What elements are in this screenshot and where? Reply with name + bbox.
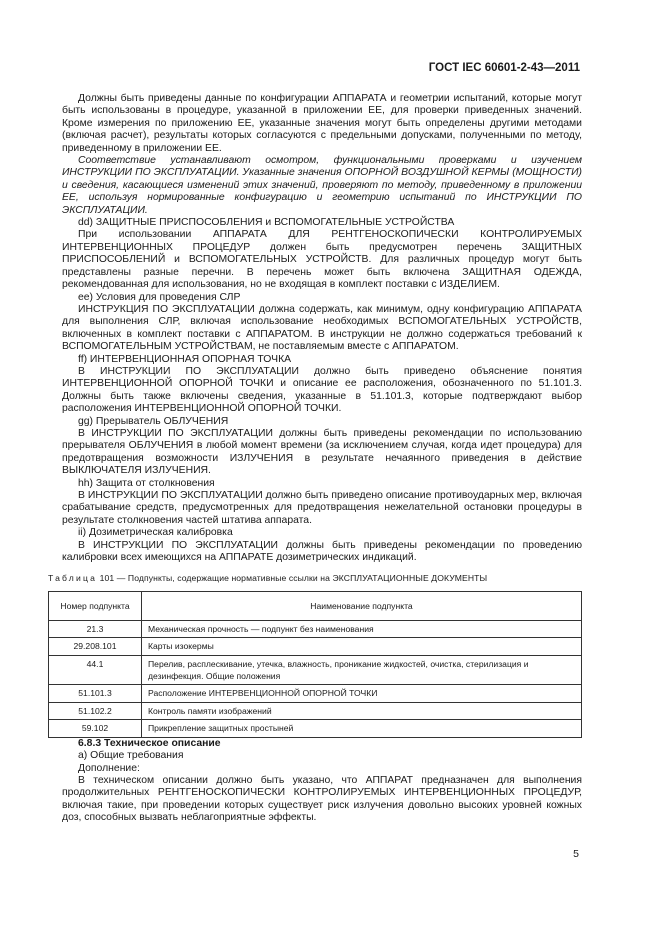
- cell-name: Прикрепление защитных простыней: [142, 720, 582, 737]
- item-text-hh: В ИНСТРУКЦИИ ПО ЭКСПЛУАТАЦИИ должно быть приведено описание противоударных мер, включая срабатывание средств, предусмотренных для предотвращения нежелательной остановки процедуры в результате столкновения частей штатива аппарата.: [62, 490, 582, 526]
- table-header-row: [49, 591, 582, 620]
- table-row: [49, 655, 582, 685]
- paragraph: Должны быть приведены данные по конфигурации АППАРАТА и геометрии испытаний, которые могут быть использованы в процедуре, указанной в приложении ЕЕ, для проверки приведенных значений. Кроме измерения по приложению ЕЕ, указанные значения могут быть определены другими методами (включая расчет), результаты которых согласуются с предельными допусками, полученными по методу, приведенному в приложении ЕЕ.: [62, 93, 582, 154]
- table-row: [49, 685, 582, 702]
- item-text-gg: В ИНСТРУКЦИИ ПО ЭКСПЛУАТАЦИИ должны быть приведены рекомендации по использованию прерывателя ОБЛУЧЕНИЯ в любой момент времени (за исключением случая, когда идет процедура) для предотвращения возможности ИЗЛУЧЕНИЯ в результате нечаянного приведения в действие ВЫКЛЮЧАТЕЛЯ ИЗЛУЧЕНИЯ.: [62, 427, 582, 477]
- item-text-dd: При использовании АППАРАТА ДЛЯ РЕНТГЕНОСКОПИЧЕСКИ КОНТРОЛИРУЕМЫХ ИНТЕРВЕНЦИОННЫХ ПРОЦЕДУР должен быть предусмотрен перечень ЗАЩИТНЫХ ПРИСПОСОБЛЕНИЙ и ВСПОМОГАТЕЛЬНЫХ УСТРОЙСТВ. Для различных процедур могут быть представлены разные перечни. В перечень может быть включена ЗАЩИТНАЯ ОДЕЖДА, рекомендованная для использования, но не входящая в комплект поставки с ИЗДЕЛИЕМ.: [62, 229, 582, 291]
- table-row: [49, 620, 582, 637]
- table-row: [49, 638, 582, 655]
- references-table: [48, 591, 582, 738]
- column-header-name: Наименование подпункта: [142, 591, 582, 620]
- item-heading-hh: hh) Защита от столкновения: [78, 477, 215, 489]
- item-text-ii: В ИНСТРУКЦИИ ПО ЭКСПЛУАТАЦИИ должны быть приведены рекомендации по проведению калибровки всех имеющихся на АППАРАТЕ дозиметрических индикаций.: [62, 539, 582, 564]
- cell-name: Перелив, расплескивание, утечка, влажность, проникание жидкостей, очистка, стерилизация и дезинфекция. Общие положения: [142, 655, 582, 685]
- item-heading-ff: ff) ИНТЕРВЕНЦИОННАЯ ОПОРНАЯ ТОЧКА: [78, 353, 292, 365]
- table-caption-text: 101 — Подпункты, содержащие нормативные ссылки на ЭКСПЛУАТАЦИОННЫЕ ДОКУМЕНТЫ: [99, 573, 488, 584]
- item-heading-ee: ee) Условия для проведения СЛР: [78, 291, 241, 303]
- table-row: [49, 720, 582, 737]
- cell-number: 21.3: [49, 620, 142, 637]
- page-content: [48, 93, 582, 825]
- table-caption-label: Таблица: [48, 573, 98, 584]
- compliance-paragraph: Соответствие устанавливают осмотром, функциональными проверками и изучением ИНСТРУКЦИИ ПО ЭКСПЛУАТАЦИИ. Указанные значения ОПОРНОЙ ВОЗДУШНОЙ КЕРМЫ (МОЩНОСТИ) и сведения, касающиеся изменений этих значений, проверяют по методу, приведенному в приложении ЕЕ, используя нормированные конфигурацию и геометрию испытаний по ИНСТРУКЦИИ ПО ЭКСПЛУАТАЦИИ.: [62, 155, 582, 216]
- cell-number: 59.102: [49, 720, 142, 737]
- section-text: В техническом описании должно быть указано, что АППАРАТ предназначен для выполнения продолжительных РЕНТГЕНОСКОПИЧЕСКИ КОНТРОЛИРУЕМЫХ ИНТЕРВЕНЦИОННЫХ ПРОЦЕДУР, включая такие, при проведении которых существует риск излучения довольно высоких уровней кожных доз, способных вызвать неблагоприятные эффекты.: [62, 774, 582, 824]
- item-text-ee: ИНСТРУКЦИЯ ПО ЭКСПЛУАТАЦИИ должна содержать, как минимум, одну конфигурацию АППАРАТА для выполнения СЛР, включая использование необходимых ВСПОМОГАТЕЛЬНЫХ УСТРОЙСТВ, включенных в комплект поставки с АППАРАТОМ. В инструкции не должно содержаться требований к ВСПОМОГАТЕЛЬНЫМ УСТРОЙСТВАМ, не поставляемым вместе с АППАРАТОМ.: [62, 303, 582, 353]
- section-subheading: а) Общие требования: [78, 750, 184, 762]
- item-heading-dd: dd) ЗАЩИТНЫЕ ПРИСПОСОБЛЕНИЯ и ВСПОМОГАТЕЛЬНЫЕ УСТРОЙСТВА: [78, 217, 455, 229]
- cell-name: Контроль памяти изображений: [142, 702, 582, 719]
- document-header: ГОСТ IEC 60601-2-43—2011: [428, 62, 580, 74]
- cell-name: Механическая прочность — подпункт без наименования: [142, 620, 582, 637]
- section-title: 6.8.3 Техническое описание: [78, 737, 221, 749]
- cell-number: 51.102.2: [49, 702, 142, 719]
- cell-number: 44.1: [49, 655, 142, 685]
- column-header-number: Номер подпункта: [49, 591, 142, 620]
- page-number: 5: [573, 848, 579, 860]
- cell-name: Расположение ИНТЕРВЕНЦИОННОЙ ОПОРНОЙ ТОЧКИ: [142, 685, 582, 702]
- cell-number: 51.101.3: [49, 685, 142, 702]
- item-heading-gg: gg) Прерыватель ОБЛУЧЕНИЯ: [78, 415, 229, 427]
- cell-number: 29.208.101: [49, 638, 142, 655]
- cell-name: Карты изокермы: [142, 638, 582, 655]
- section-addition: Дополнение:: [78, 762, 140, 774]
- item-text-ff: В ИНСТРУКЦИИ ПО ЭКСПЛУАТАЦИИ должно быть приведено объяснение понятия ИНТЕРВЕНЦИОННОЙ ОПОРНОЙ ТОЧКИ и описание ее расположения, обозначенного по 51.101.3. Должны быть также включены сведения, указанные в 51.101.3, которые подтверждают выбор расположения ИНТЕРВЕНЦИОННОЙ ОПОРНОЙ ТОЧКИ.: [62, 365, 582, 415]
- table-row: [49, 702, 582, 719]
- item-heading-ii: ii) Дозиметрическая калибровка: [78, 527, 233, 539]
- table-caption: [48, 572, 582, 584]
